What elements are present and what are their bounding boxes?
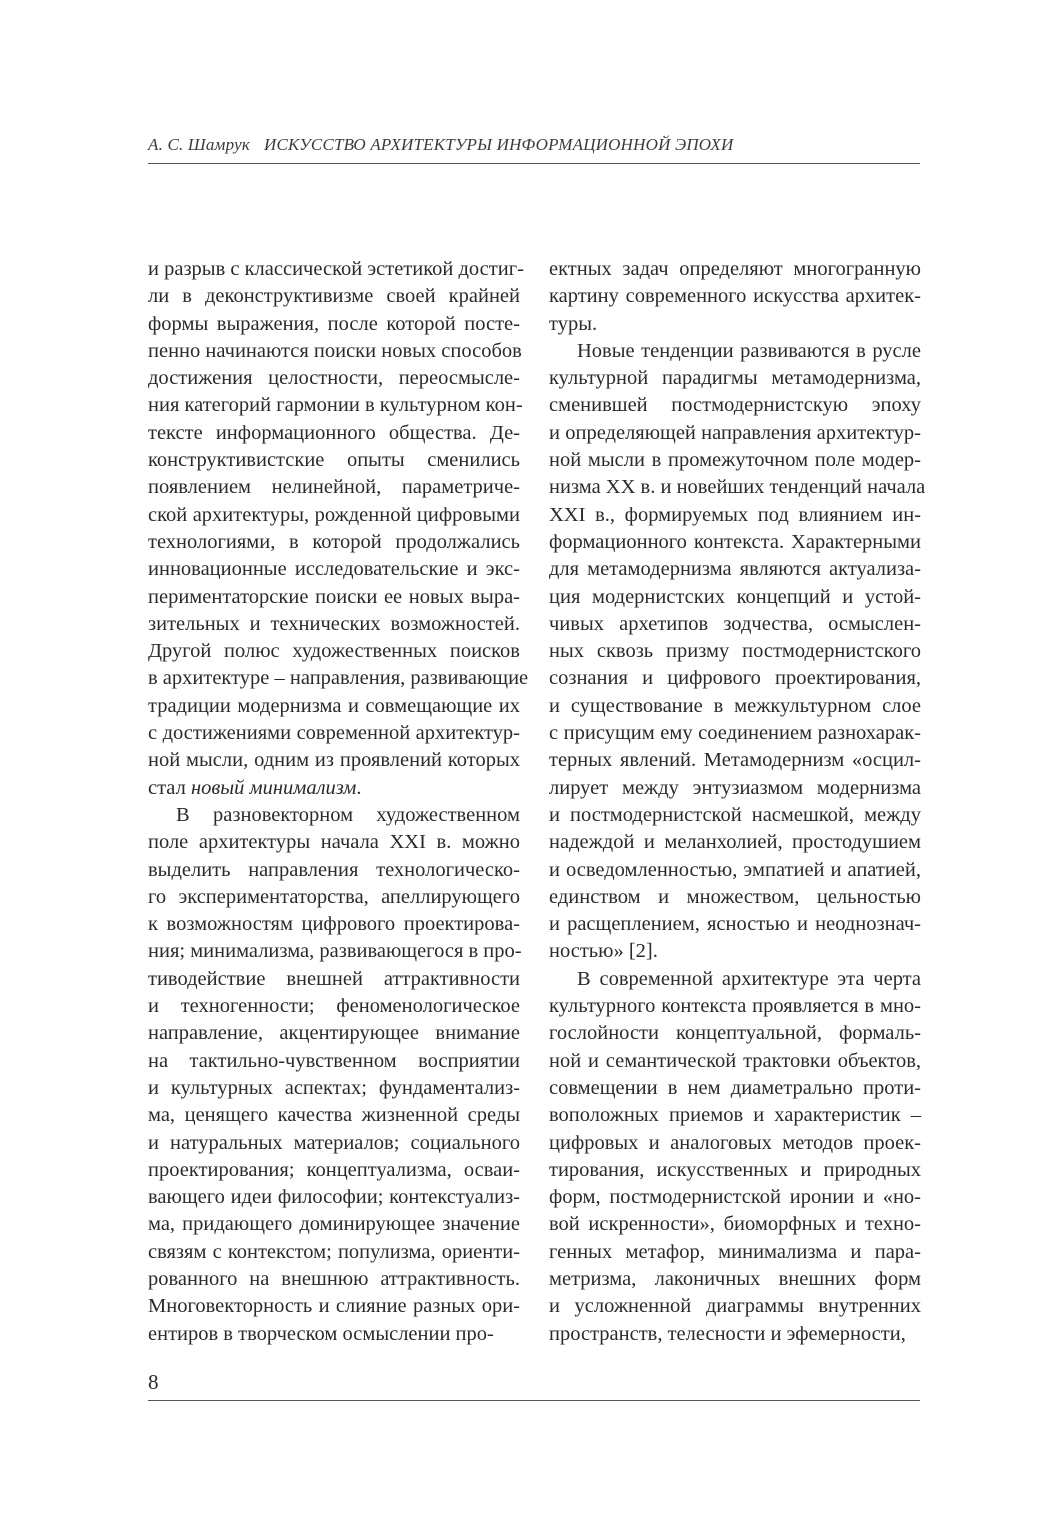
- text-line: единством и множеством, цельностью: [549, 885, 921, 908]
- footer-rule: [148, 1400, 920, 1401]
- text-line: ных сквозь призму постмодернистского: [549, 640, 921, 663]
- text-line: проектирования; концептуализма, осваи-: [148, 1158, 520, 1181]
- text-line: ли в деконструктивизме своей крайней: [148, 285, 520, 308]
- text-line: воположных приемов и характеристик –: [549, 1104, 921, 1127]
- text-line: достижения целостности, переосмысле-: [148, 367, 520, 390]
- italic-term: новый минимализм: [190, 776, 357, 799]
- text-line: культурной парадигмы метамодернизма,: [549, 367, 921, 390]
- text-line: ской архитектуры, рожденной цифровыми: [148, 503, 520, 526]
- text-line: Многовекторность и слияние разных ори-: [148, 1295, 520, 1318]
- text-line: с присущим ему соединением разнохарак-: [549, 722, 921, 745]
- text-line: В разновекторном художественном: [176, 803, 520, 826]
- text-line: традиции модернизма и совмещающие их: [148, 694, 520, 717]
- header-title: ИСКУССТВО АРХИТЕКТУРЫ ИНФОРМАЦИОННОЙ ЭПОХИ: [263, 135, 734, 154]
- text-line: формы выражения, после которой посте-: [148, 312, 520, 335]
- text-line: и культурных аспектах; фундаментализ-: [148, 1076, 520, 1099]
- text-line: форм, постмодернистской иронии и «но-: [549, 1186, 921, 1209]
- text-line: на тактильно-чувственном восприятии: [148, 1049, 520, 1072]
- text-line: появлением нелинейной, параметриче-: [148, 476, 520, 499]
- text-line: XXI в., формируемых под влиянием ин-: [549, 503, 921, 526]
- text-line: Другой полюс художественных поисков: [148, 640, 520, 663]
- text-line: совмещении в нем диаметрально проти-: [549, 1076, 921, 1099]
- text-line: гослойности концептуальной, формаль-: [549, 1022, 921, 1045]
- text-line: метризма, лаконичных внешних форм: [549, 1267, 921, 1290]
- text-line: рованного на внешнюю аттрактивность.: [148, 1267, 520, 1290]
- text-line: туры.: [549, 312, 598, 335]
- text-line: к возможностям цифрового проектирова-: [148, 913, 520, 936]
- text-line: для метамодернизма являются актуализа-: [549, 558, 921, 581]
- text-line: тиводействие внешней аттрактивности: [148, 967, 520, 990]
- text-line: связям с контекстом; популизма, ориенти-: [148, 1240, 520, 1263]
- text-line: технологиями, в которой продолжались: [148, 530, 520, 553]
- text-line: ектных задач определяют многогранную: [549, 258, 921, 280]
- text-line: и натуральных материалов; социального: [148, 1131, 520, 1154]
- text-line: и усложненной диаграммы внутренних: [549, 1295, 921, 1318]
- text-line: тирования, искусственных и природных: [549, 1158, 921, 1181]
- text-line: пространств, телесности и эфемерности,: [549, 1322, 906, 1345]
- text-line: сознания и цифрового проектирования,: [549, 667, 921, 690]
- text-line: зительных и технических возможностей.: [148, 612, 520, 635]
- text-line: конструктивистские опыты сменились: [148, 449, 520, 472]
- text-line: и расщеплением, ясностью и неоднознач-: [549, 913, 921, 936]
- text-line: надеждой и меланхолией, простодушием: [549, 831, 921, 854]
- text-line: ция модернистских концепций и устой-: [549, 585, 921, 608]
- text-line: В современной архитектуре эта черта: [577, 967, 921, 990]
- text-line: ной мысли в промежуточном поле модер-: [549, 449, 921, 472]
- text-line: ния категорий гармонии в культурном кон-: [148, 394, 523, 417]
- text-line: низма XX в. и новейших тенденций начала: [549, 476, 926, 499]
- text-line: поле архитектуры начала XXI в. можно: [148, 831, 520, 854]
- text-line: и определяющей направления архитектур-: [549, 421, 921, 444]
- text-line: ной и семантической трактовки объектов,: [549, 1049, 921, 1072]
- text-line: го экспериментаторства, апеллирующего: [148, 885, 520, 908]
- running-header: [148, 135, 920, 155]
- text-line: вающего идеи философии; контекстуализ-: [148, 1186, 520, 1209]
- text-line: чивых архетипов зодчества, осмыслен-: [549, 612, 921, 635]
- text-line: сменившей постмодернистскую эпоху: [549, 394, 921, 417]
- text-line: лирует между энтузиазмом модернизма: [549, 776, 921, 799]
- text-line: ентиров в творческом осмыслении про-: [148, 1322, 494, 1345]
- text-line: инновационные исследовательские и экс-: [148, 558, 520, 581]
- text-line: ма, ценящего качества жизненной среды: [148, 1104, 520, 1127]
- text-line: направление, акцентирующее внимание: [148, 1022, 520, 1045]
- text-line: терных явлений. Метамодернизм «осцил-: [549, 749, 921, 772]
- text-line: формационного контекста. Характерными: [549, 530, 921, 553]
- text-line: в архитектуре – направления, развивающие: [148, 667, 529, 690]
- text-line: культурного контекста проявляется в мно-: [549, 995, 921, 1018]
- text-line: с достижениями современной архитектур-: [148, 722, 520, 745]
- page-number: 8: [148, 1370, 159, 1394]
- text-line: тексте информационного общества. Де-: [148, 421, 520, 444]
- text-line: ной мысли, одним из проявлений которых: [148, 749, 520, 772]
- text-line: выделить направления технологическо-: [148, 858, 520, 881]
- header-rule: [148, 163, 920, 164]
- left-column: [148, 256, 529, 1348]
- text-line: ностью» [2].: [549, 940, 658, 963]
- right-column: [549, 256, 926, 1348]
- text-line: ма, придающего доминирующее значение: [148, 1213, 520, 1236]
- header-author: А. С. Шамрук: [148, 135, 250, 154]
- text-line: и осведомленностью, эмпатией и апатией,: [549, 858, 921, 881]
- text-line: периментаторские поиски ее новых выра-: [148, 585, 520, 608]
- text-line: и постмодернистской насмешкой, между: [549, 803, 921, 826]
- text-line: и техногенности; феноменологическое: [148, 995, 520, 1018]
- text-line: Новые тенденции развиваются в русле: [577, 339, 921, 362]
- text-line: стал новый минимализм.: [148, 776, 362, 799]
- text-line: картину современного искусства архитек-: [549, 285, 921, 308]
- text-line: пенно начинаются поиски новых способов: [148, 339, 522, 362]
- text-line: ния; минимализма, развивающегося в про-: [148, 940, 522, 963]
- text-line: генных метафор, минимализма и пара-: [549, 1240, 921, 1263]
- text-line: вой искренности», биоморфных и техно-: [549, 1213, 921, 1236]
- text-line: цифровых и аналоговых методов проек-: [549, 1131, 921, 1154]
- text-line: и существование в межкультурном слое: [549, 694, 921, 717]
- text-line: и разрыв с классической эстетикой достиг-: [148, 258, 524, 280]
